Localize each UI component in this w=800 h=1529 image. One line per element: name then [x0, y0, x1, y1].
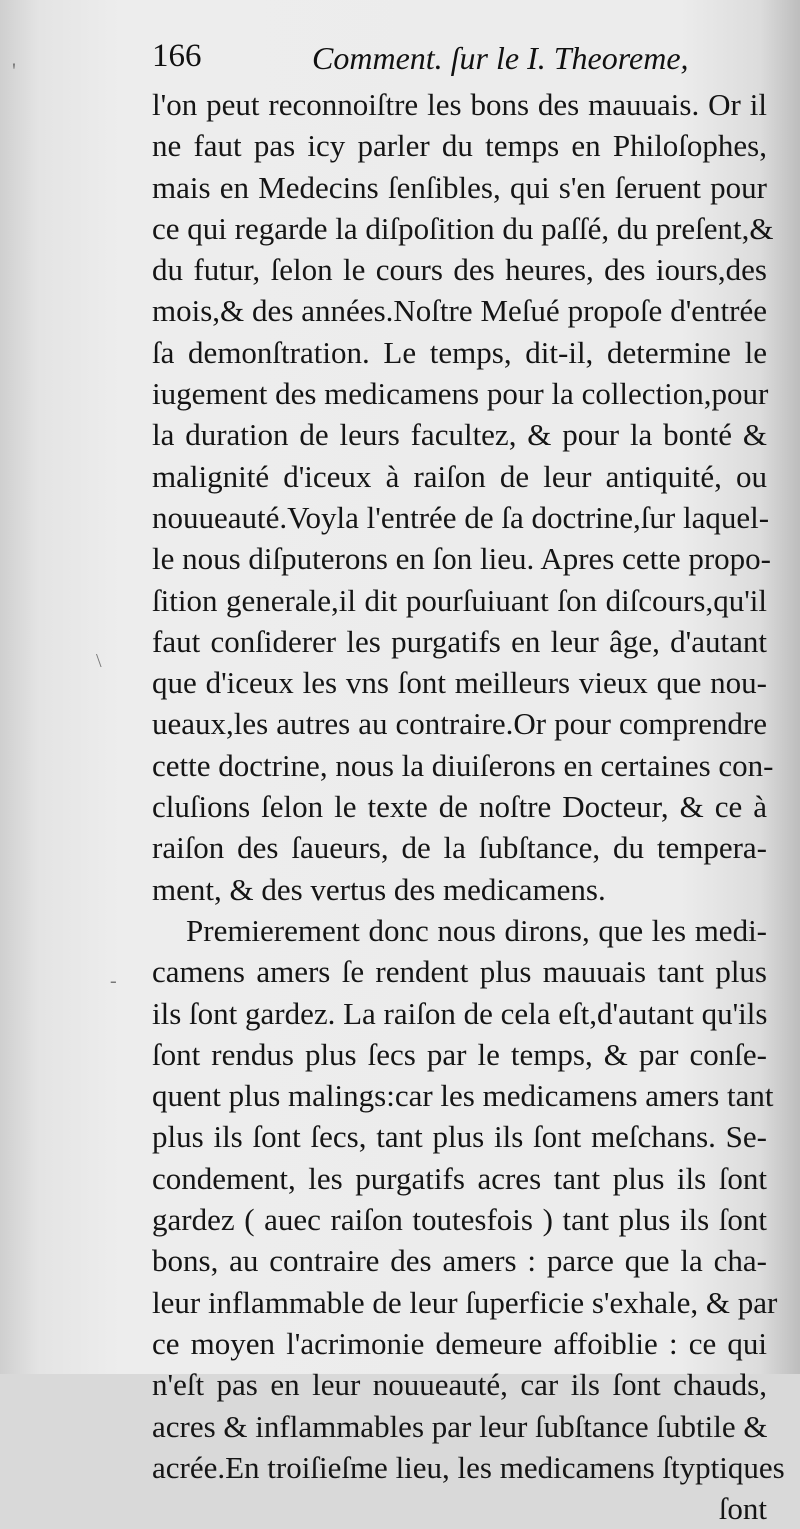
text-line: la duration de leurs facultez, & pour la bonté & — [152, 417, 767, 453]
text-line: bons, au contraire des amers : parce que la cha- — [152, 1243, 767, 1279]
text-line: que d'iceux les vns ſont meilleurs vieux que nou- — [152, 665, 767, 701]
text-line: raiſon des ſaueurs, de la ſubſtance, du tempera- — [152, 830, 767, 866]
text-line: acres & inflammables par leur ſubſtance ſubtile & — [152, 1408, 768, 1444]
text-line: n'eſt pas en leur nouueauté, car ils ſont chauds, — [152, 1367, 767, 1403]
text-line: ce moyen l'acrimonie demeure affoiblie : ce qui — [152, 1325, 767, 1361]
text-line: ce qui regarde la diſpoſition du paſſé, du preſent,& — [152, 210, 774, 246]
text-line: cluſions ſelon le texte de noſtre Docteur, & ce à — [152, 789, 767, 825]
text-line: l'on peut reconnoiſtre les bons des mauuais. Or il — [152, 87, 767, 122]
text-line: ment, & des vertus des medicamens. — [152, 871, 606, 907]
text-line: mais en Medecins ſenſibles, qui s'en ſeruent pour — [152, 169, 767, 205]
text-line: ueaux,les autres au contraire.Or pour comprendre — [152, 706, 767, 742]
text-line: ils ſont gardez. La raiſon de cela eſt,d'autant qu'ils — [152, 995, 768, 1031]
margin-tick-mark: - — [110, 970, 117, 992]
text-line: ſa demonſtration. Le temps, dit-il, determine le — [152, 334, 767, 370]
paragraph-first-line: Premierement donc nous dirons, que les medi- — [186, 912, 767, 948]
text-line: cette doctrine, nous la diuiſerons en certaines con- — [152, 747, 774, 783]
text-line: plus ils ſont ſecs, tant plus ils ſont meſchans. Se- — [152, 1119, 767, 1155]
running-title: Comment. ſur le I. Theoreme, — [312, 40, 689, 76]
text-line: quent plus malings:car les medicamens amers tant — [152, 1078, 774, 1114]
margin-tick-mark: \ — [96, 650, 102, 672]
body-text — [152, 84, 785, 1529]
text-line: mois,& des années.Noſtre Meſué propoſe d'entrée — [152, 293, 767, 329]
margin-tick-mark: ' — [12, 58, 16, 83]
text-line: condement, les purgatifs acres tant plus ils ſont — [152, 1160, 767, 1196]
text-line: faut conſiderer les purgatifs en leur âge, d'autant — [152, 623, 767, 659]
text-line: le nous diſputerons en ſon lieu. Apres cette propo- — [152, 541, 772, 577]
text-line: nouueauté.Voyla l'entrée de ſa doctrine,ſur laquel- — [152, 499, 770, 535]
text-line: malignité d'iceux à raiſon de leur antiquité, ou — [152, 458, 767, 494]
text-line: ſont rendus plus ſecs par le temps, & par conſe- — [152, 1036, 767, 1072]
catchword: ſont — [718, 1491, 767, 1527]
text-line: ſition generale,il dit pourſuiuant ſon diſcours,qu'il — [152, 582, 767, 618]
text-line: gardez ( auec raiſon toutesfois ) tant plus ils ſont — [152, 1202, 767, 1238]
text-line: camens amers ſe rendent plus mauuais tant plus — [152, 954, 767, 990]
text-line: du futur, ſelon le cours des heures, des iours,des — [152, 252, 767, 288]
text-line: ne faut pas icy parler du temps en Philoſophes, — [152, 128, 767, 164]
text-line: iugement des medicamens pour la collection,pour — [152, 376, 769, 412]
page-number: 166 — [152, 38, 202, 74]
text-line: acrée.En troiſieſme lieu, les medicamens ſtyptiques — [152, 1449, 785, 1485]
text-line: leur inflammable de leur ſuperficie s'exhale, & par — [152, 1284, 778, 1320]
